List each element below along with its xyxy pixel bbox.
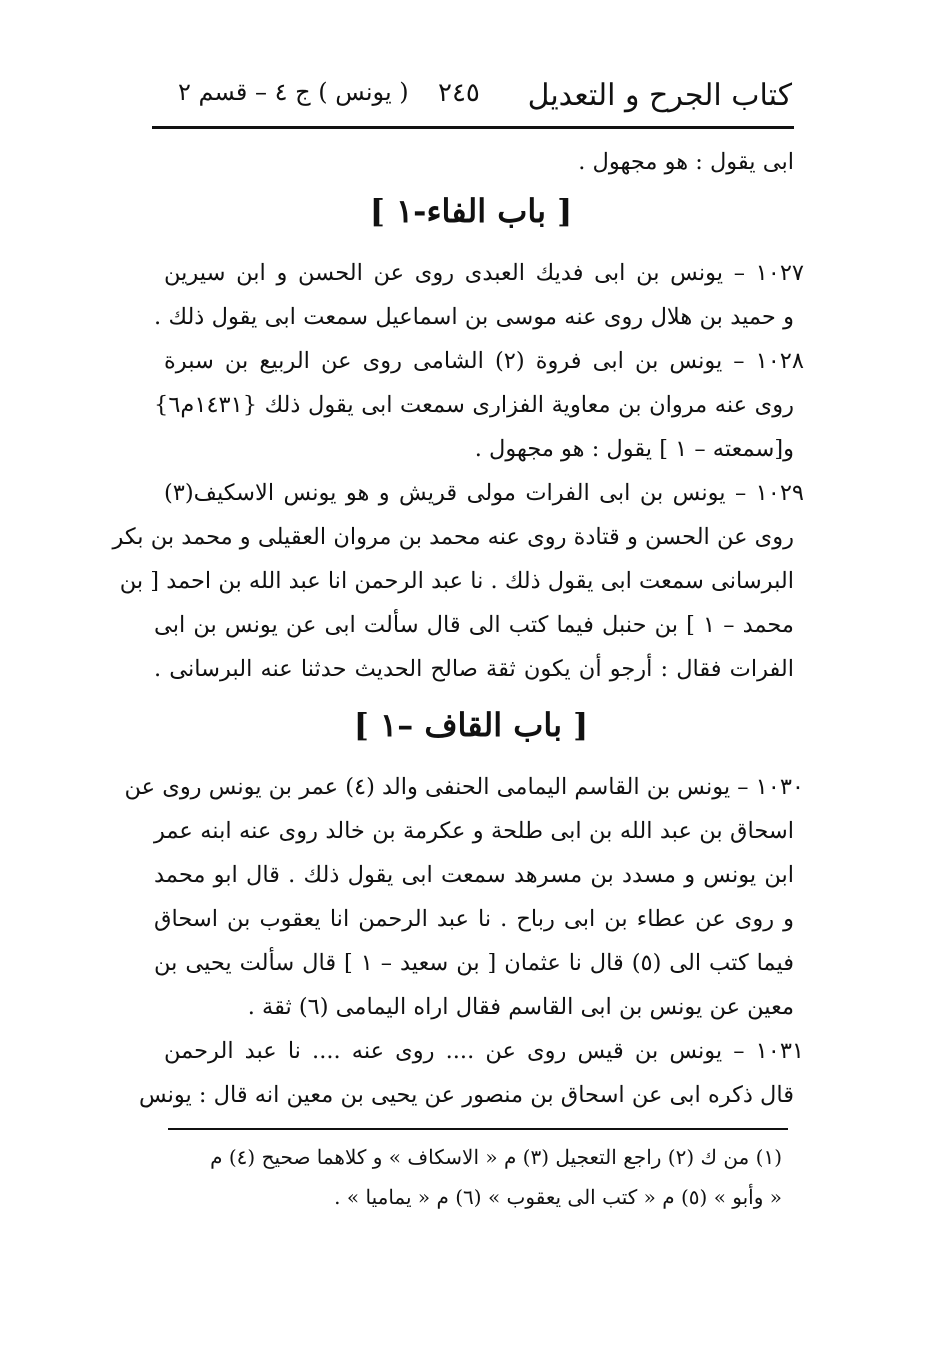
entry-line: ١٠٢٩ – يونس بن ابى الفرات مولى قريش و هو يونس الاسكيف(٣) [164, 480, 804, 506]
entry-line: ابن يونس و مسدد بن مسرهد سمعت ابى يقول ذلك . قال ابو محمد [154, 862, 794, 888]
entry-line: معين عن يونس بن ابى القاسم فقال اراه اليمامى (٦) ثقة . [247, 994, 794, 1020]
entry-line: روى عن الحسن و قتادة روى عنه محمد بن مروان العقيلى و محمد بن بكر [112, 524, 794, 550]
entry-line: روى عنه مروان بن معاوية الفزارى سمعت ابى يقول ذلك {١٤٣١م٦} [154, 392, 794, 418]
footnote-rule [168, 1128, 788, 1130]
page-number: ٢٤٥ [438, 78, 480, 108]
entry-line: ١٠٣١ – يونس بن قيس روى عن .... روى عنه .... نا عبد الرحمن [164, 1038, 804, 1064]
section-label: ( يونس ) ج ٤ – قسم ٢ [178, 78, 409, 106]
entry-line: ١٠٢٧ – يونس بن ابى فديك العبدى روى عن الحسن و ابن سيرين [164, 260, 804, 286]
entry-line: محمد – ١ ] بن حنبل فيما كتب الى قال سألت ابى عن يونس بن ابى [154, 612, 794, 638]
entry-line: البرسانى سمعت ابى يقول ذلك . نا عبد الرحمن انا عبد الله بن احمد [ بن [119, 568, 794, 594]
entry-line: فيما كتب الى (٥) قال نا عثمان [ بن سعيد – ١ ] قال سألت يحيى بن [154, 950, 794, 976]
text-line: ابى يقول : هو مجهول . [578, 149, 794, 175]
entry-line: و روى عن عطاء بن ابى رباح . نا عبد الرحمن انا يعقوب بن اسحاق [154, 906, 794, 932]
entry-line: ١٠٢٨ – يونس بن ابى فروة (٢) الشامى روى عن الربيع بن سبرة [164, 348, 804, 374]
header-rule [152, 126, 794, 129]
entry-line: اسحاق بن عبد الله بن ابى طلحة و عكرمة بن خالد روى عنه ابنه عمر [154, 818, 794, 844]
chapter-heading: [ باب القاف –١ ] [353, 706, 589, 744]
entry-line: ١٠٣٠ – يونس بن القاسم اليمامى الحنفى والد (٤) عمر بن يونس روى عن [124, 774, 804, 800]
entry-line: الفرات فقال : أرجو أن يكون ثقة صالح الحديث حدثنا عنه البرسانى . [154, 656, 794, 682]
entry-line: قال ذكره ابى عن اسحاق بن منصور عن يحيى بن معين انه قال : يونس [138, 1082, 794, 1108]
running-header [156, 70, 794, 126]
entry-line: و حميد بن هلال روى عنه موسى بن اسماعيل سمعت ابى يقول ذلك . [154, 304, 794, 330]
book-title: كتاب الجرح و التعديل [527, 78, 792, 113]
entry-line: و[سمعته – ١ ] يقول : هو مجهول . [474, 436, 794, 462]
footnote-line: « وأبو » (٥) م « كتب الى يعقوب » (٦) م « يماميا » . [334, 1185, 782, 1209]
footnote-line: (١) من ك (٢) راجع التعجيل (٣) م « الاسكاف » و كلاهما صحيح (٤) م [210, 1145, 782, 1169]
chapter-heading: [ باب الفاء-١ ] [369, 192, 573, 230]
